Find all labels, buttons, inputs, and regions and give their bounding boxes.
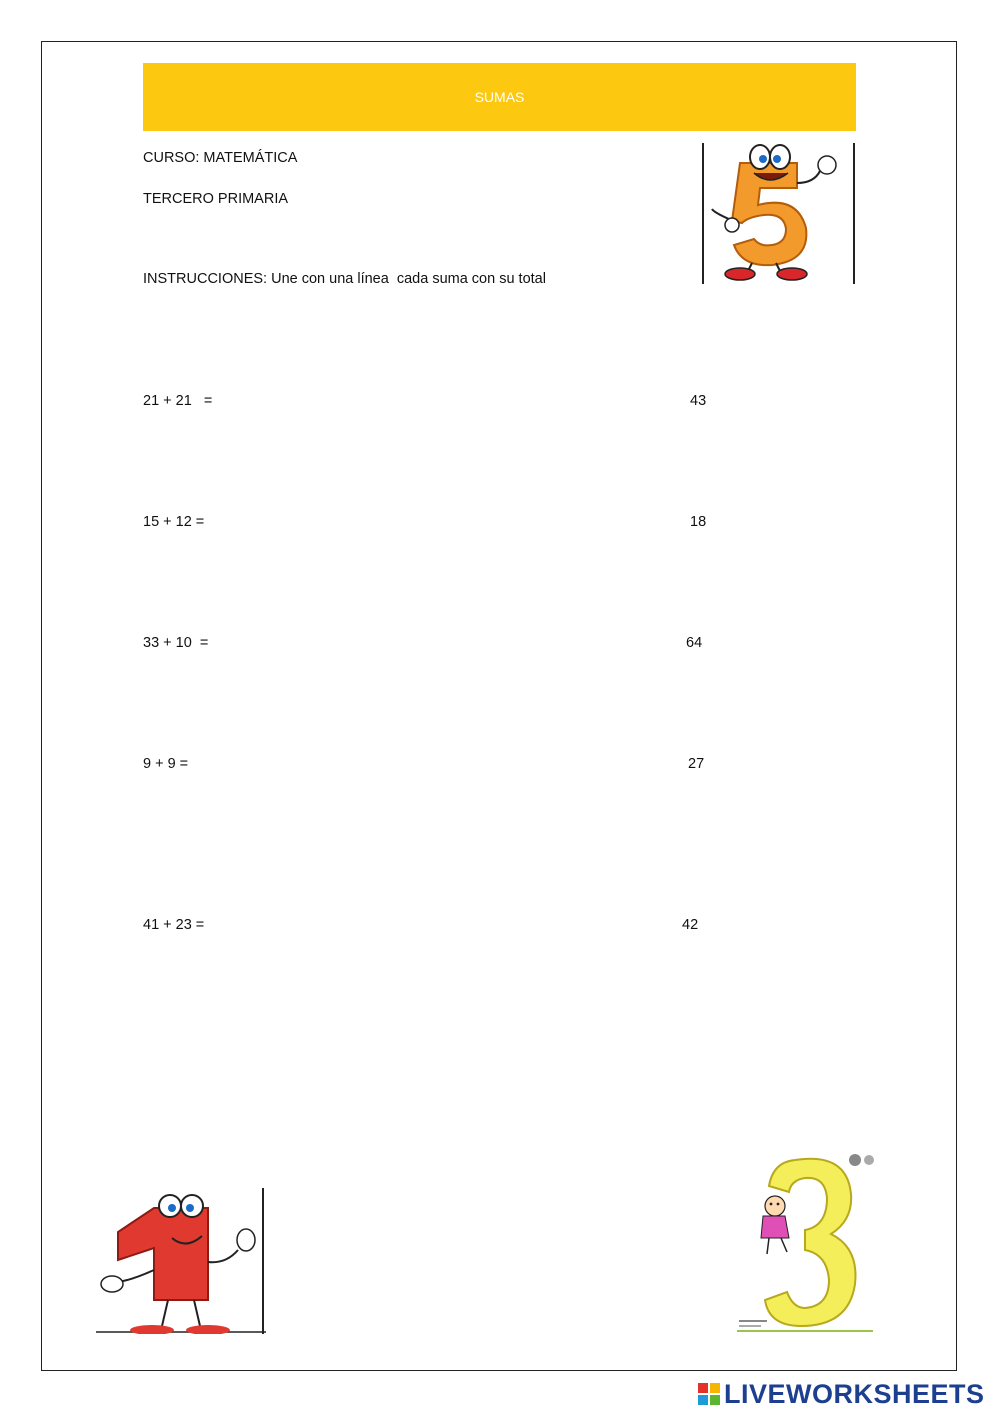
answer-2[interactable]: 18 <box>690 514 707 530</box>
sum-expression-1: 21 + 21 = <box>143 393 213 409</box>
brand-name: LIVEWORKSHEETS <box>724 1378 985 1409</box>
sum-expression-3: 33 + 10 = <box>143 635 209 651</box>
answer-1[interactable]: 43 <box>690 393 707 409</box>
sum-expression-4: 9 + 9 = <box>143 756 189 772</box>
sum-expression-2: 15 + 12 = <box>143 514 205 530</box>
answer-4[interactable]: 27 <box>688 756 705 772</box>
liveworksheets-brand[interactable] <box>698 1378 985 1410</box>
liveworksheets-logo-icon <box>698 1383 720 1405</box>
course-label: CURSO: MATEMÁTICA <box>143 150 298 166</box>
page-title: SUMAS <box>474 89 525 105</box>
title-banner <box>143 63 856 131</box>
answer-5[interactable]: 42 <box>682 917 699 933</box>
number-five-cartoon-icon <box>702 143 857 284</box>
instructions-text: INSTRUCCIONES: Une con una línea cada suma con su total <box>143 271 546 287</box>
number-one-cartoon-icon <box>96 1188 266 1334</box>
number-three-cartoon-icon <box>735 1150 875 1334</box>
grade-label: TERCERO PRIMARIA <box>143 191 289 207</box>
answer-3[interactable]: 64 <box>686 635 703 651</box>
sum-expression-5: 41 + 23 = <box>143 917 205 933</box>
